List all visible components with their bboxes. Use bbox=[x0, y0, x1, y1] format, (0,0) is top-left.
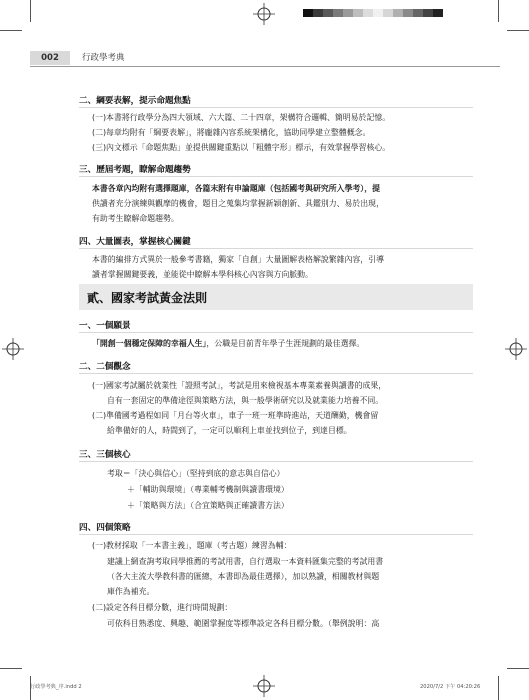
color-swatch bbox=[373, 9, 383, 17]
formula-line: ＋「策略與方法」（合宜策略與正確讀書方法） bbox=[127, 501, 289, 510]
color-swatch bbox=[433, 9, 443, 17]
paragraph-line: 本書的編排方式異於一般參考書籍，獨家「自創」大量圖解表格解說繁雜內容，引導 bbox=[92, 255, 384, 264]
paragraph-line: 供讀者充分演練與觀摩的機會，題目之蒐集均掌握新穎創新、具鑑別力、易於出現， bbox=[92, 199, 384, 208]
section-heading: 二、綱要表解，提示命題焦點 bbox=[79, 96, 191, 106]
section-heading: 四、大量圖表，掌握核心關鍵 bbox=[79, 237, 191, 247]
page-number: 002 bbox=[30, 51, 70, 65]
heading-divider bbox=[79, 461, 473, 462]
list-item-continuation: 自有一套固定的準備途徑與策略方法，與一般學術研究以及就業能力培養不同。 bbox=[107, 396, 384, 405]
color-swatch bbox=[403, 9, 413, 17]
vision-rest: ，公職是目前青年學子生涯規劃的最佳選擇。 bbox=[206, 339, 365, 348]
heading-divider bbox=[79, 248, 473, 249]
section-heading: 四、四個策略 bbox=[79, 523, 131, 533]
list-item: (二)設定各科目標分數，進行時間規劃： bbox=[92, 603, 233, 612]
color-calibration-bar bbox=[303, 9, 443, 17]
heading-divider bbox=[79, 534, 473, 535]
color-swatch bbox=[353, 9, 363, 17]
paragraph-line: 有助考生瞭解命題趨勢。 bbox=[92, 214, 179, 223]
registration-mark-left bbox=[2, 338, 24, 360]
paragraph-line: 建議上網查詢考取同學推薦的考試用書，自行選取一本資料匯集完整的考試用書 bbox=[107, 557, 384, 566]
color-swatch bbox=[413, 9, 423, 17]
color-swatch bbox=[303, 9, 313, 17]
list-item: (一)教材採取「一本書主義」，題庫（考古題）練習為輔： bbox=[92, 541, 292, 550]
color-swatch bbox=[363, 9, 373, 17]
list-item: (一)本書將行政學分為四大領域、六大篇、二十四章，架構符合邏輯、簡明易於記憶。 bbox=[92, 113, 391, 122]
heading-divider bbox=[79, 373, 473, 374]
color-swatch bbox=[333, 9, 343, 17]
slug-filename: 行政學考典_序.indd 2 bbox=[30, 684, 82, 690]
list-item: (二)準備國考過程如同「月台等火車」，車子一班一班準時進站，天道酬勤，機會留 bbox=[92, 411, 379, 420]
list-item: (二)每章均附有「綱要表解」，將龐雜內容系統架構化，協助同學建立整體概念。 bbox=[92, 128, 371, 137]
color-swatch bbox=[423, 9, 433, 17]
section-heading: 一、一個願景 bbox=[79, 321, 131, 331]
registration-mark-top bbox=[253, 3, 275, 25]
part-title: 貳、國家考試黃金法則 bbox=[87, 291, 208, 305]
registration-mark-bottom bbox=[253, 675, 275, 697]
slug-timestamp: 2020/7/2 下午 04:20:26 bbox=[420, 684, 481, 690]
header-rule bbox=[30, 66, 500, 67]
paragraph-line: 庫作為補充。 bbox=[107, 587, 155, 596]
section-heading: 二、二個觀念 bbox=[79, 362, 131, 372]
heading-divider bbox=[79, 176, 473, 177]
color-swatch bbox=[383, 9, 393, 17]
list-item-continuation: 給準備好的人，時間到了，一定可以順利上車並找到位子，到達目標。 bbox=[107, 426, 352, 435]
color-swatch bbox=[323, 9, 333, 17]
list-item: (三)內文標示「命題焦點」並提供關鍵重點以「粗體字形」標示，有效掌握學習核心。 bbox=[92, 143, 391, 152]
color-swatch bbox=[313, 9, 323, 17]
paragraph-line: 讀者掌握關鍵要義，並能從中瞭解本學科核心內容與方向脈動。 bbox=[92, 270, 313, 279]
formula-line: ＋「輔助與環境」（專業輔考機制與讀書環境） bbox=[127, 485, 289, 494]
running-title: 行政學考典 bbox=[82, 53, 125, 63]
paragraph-line: （各大主流大學教科書的匯總，本書即為最佳選擇），加以熟讀，相關教材與題 bbox=[107, 572, 380, 581]
heading-divider bbox=[79, 332, 473, 333]
color-swatch bbox=[343, 9, 353, 17]
section-heading: 三、歷屆考題，瞭解命題趨勢 bbox=[79, 165, 191, 175]
vision-line bbox=[92, 338, 364, 349]
paragraph-line: 本書各章內均附有選擇題庫，各篇末附有申論題庫（包括國考與研究所入學考），提 bbox=[92, 184, 381, 193]
section-heading: 三、三個核心 bbox=[79, 450, 131, 460]
list-item: (一)國家考試屬於就業性「證照考試」，考試是用來檢視基本專業素養與讀書的成果， bbox=[92, 381, 387, 390]
vision-quote: 「開創一個穩定保障的幸福人生」 bbox=[92, 339, 207, 348]
registration-mark-right bbox=[505, 338, 527, 360]
formula-line: 考取＝「決心與信心」（堅持到底的意志與自信心） bbox=[107, 469, 285, 478]
paragraph-line: 可依科目熟悉度、興趣、範圍掌握度等標準設定各科目標分數。（舉例說明：高 bbox=[107, 619, 380, 628]
heading-divider bbox=[79, 107, 473, 108]
color-swatch bbox=[393, 9, 403, 17]
